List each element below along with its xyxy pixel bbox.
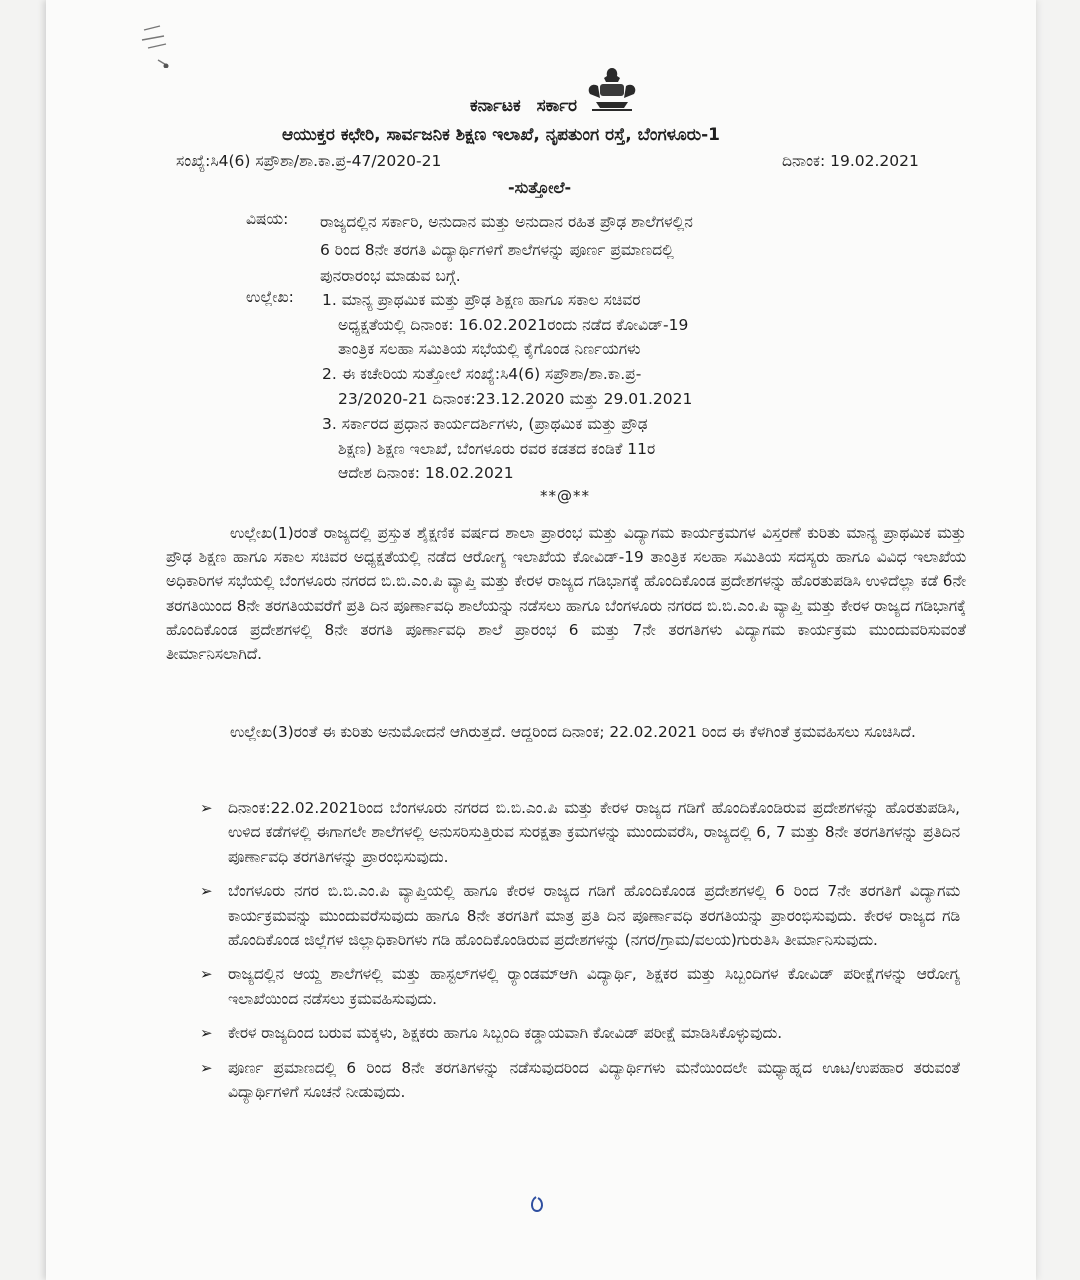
list-item-text: ಕೇರಳ ರಾಜ್ಯದಿಂದ ಬರುವ ಮಕ್ಕಳು, ಶಿಕ್ಷಕರು ಹಾಗೂ ಸಿಬ್ಬಂದಿ ಕಡ್ಡಾಯವಾಗಿ ಕೋವಿಡ್ ಪರೀಕ್ಷೆ ಮಾಡಿಸಿಕೊಳ್ಳುವುದು. [228,1024,783,1043]
body-paragraph: ಉಲ್ಲೇಖ(3)ರಂತೆ ಈ ಕುರಿತು ಅನುಮೋದನೆ ಆಗಿರುತ್ತದೆ. ಆದ್ದರಿಂದ ದಿನಾಂಕ; 22.02.2021 ರಿಂದ ಈ ಕೆಳಗಿಂತೆ ಕ್ರಮವಹಿಸಲು ಸೂಚಿಸಿದೆ. [230,723,916,741]
subject-label: ವಿಷಯ: [246,210,289,228]
reference-line: 23/2020-21 ದಿನಾಂಕ:23.12.2020 ಮತ್ತು 29.01.2021 [338,390,693,408]
subject-line: ಪುನರಾರಂಭ ಮಾಡುವ ಬಗ್ಗೆ. [320,267,461,285]
list-item-text: ಪೂರ್ಣ ಪ್ರಮಾಣದಲ್ಲಿ 6 ರಿಂದ 8ನೇ ತರಗತಿಗಳನ್ನು ನಡೆಸುವುದರಿಂದ ವಿದ್ಯಾರ್ಥಿಗಳು ಮನೆಯಿಂದಲೇ ಮಧ್ಯಾಹ್ನದ ಊಟ/ಉಪಹಾರ ತರುವಂತೆ ವಿದ್ಯಾರ್ಥಿಗಳಿಗೆ ಸೂಚನೆ ನೀಡುವುದು. [228,1058,960,1102]
office-heading: ಆಯುಕ್ತರ ಕಛೇರಿ, ಸಾರ್ವಜನಿಕ ಶಿಕ್ಷಣ ಇಲಾಖೆ, ನೃಪತುಂಗ ರಸ್ತೆ, ಬೆಂಗಳೂರು-1 [282,125,721,145]
instruction-list [200,796,960,1114]
arrow-bullet-icon: ➢ [200,1024,213,1043]
reference-line: ಅಧ್ಯಕ್ಷತೆಯಲ್ಲಿ ದಿನಾಂಕ: 16.02.2021ರಂದು ನಡೆದ ಕೋವಿಡ್-19 [338,316,689,334]
list-item-text: ರಾಜ್ಯದಲ್ಲಿನ ಆಯ್ದ ಶಾಲೆಗಳಲ್ಲಿ ಮತ್ತು ಹಾಸ್ಟಲ್‌ಗಳಲ್ಲಿ ರ‍್ಯಾಂಡಮ್‌ಆಗಿ ವಿದ್ಯಾರ್ಥಿ, ಶಿಕ್ಷಕರ ಮತ್ತು ಸಿಬ್ಬಂದಿಗಳ ಕೋವಿಡ್ ಪರೀಕ್ಷೆಗಳನ್ನು ಆರೋಗ್ಯ ಇಲಾಖೆಯಿಂದ ನಡೆಸಲು ಕ್ರಮವಹಿಸುವುದು. [228,965,960,1008]
list-item [200,1056,960,1105]
body-paragraph: ಉಲ್ಲೇಖ(1)ರಂತೆ ರಾಜ್ಯದಲ್ಲಿ ಪ್ರಸ್ತುತ ಶೈಕ್ಷಣಿಕ ವರ್ಷದ ಶಾಲಾ ಪ್ರಾರಂಭ ಮತ್ತು ವಿದ್ಯಾಗಮ ಕಾರ್ಯಕ್ರಮಗಳ ವಿಸ್ತರಣೆ ಕುರಿತು ಮಾನ್ಯ ಪ್ರಾಥಮಿಕ ಮತ್ತು ಪ್ರೌಢ ಶಿಕ್ಷಣ ಹಾಗೂ ಸಕಾಲ ಸಚಿವರ ಅಧ್ಯಕ್ಷತೆಯಲ್ಲಿ ನಡೆದ ಆರೋಗ್ಯ ಇಲಾಖೆಯ ಕೋವಿಡ್-19 ತಾಂತ್ರಿಕ ಸಲಹಾ ಸಮಿತಿಯ ಸದಸ್ಯರು ಹಾಗೂ ವಿವಿಧ ಇಲಾಖೆಯ ಅಧಿಕಾರಿಗಳ ಸಭೆಯಲ್ಲಿ ಬೆಂಗಳೂರು ನಗರದ ಬಿ.ಬಿ.ಎಂ.ಪಿ ವ್ಯಾಪ್ತಿ ಮತ್ತು ಕೇರಳ ರಾಜ್ಯದ ಗಡಿಭಾಗಕ್ಕೆ ಹೊಂದಿಕೊಂಡ ಪ್ರದೇಶಗಳನ್ನು ಹೊರತುಪಡಿಸಿ ಉಳಿದೆಲ್ಲಾ ಕಡೆ 6ನೇ ತರಗತಿಯಿಂದ 8ನೇ ತರಗತಿಯವರೆಗೆ ಪ್ರತಿ ದಿನ ಪೂರ್ಣಾವಧಿ ಶಾಲೆಯನ್ನು ನಡೆಸಲು ಹಾಗೂ ಬೆಂಗಳೂರು ನಗರದ ಬಿ.ಬಿ.ಎಂ.ಪಿ ವ್ಯಾಪ್ತಿ ಮತ್ತು ಕೇರಳ ರಾಜ್ಯದ ಗಡಿಭಾಗಕ್ಕೆ ಹೊಂದಿಕೊಂಡ ಪ್ರದೇಶಗಳಲ್ಲಿ 8ನೇ ತರಗತಿ ಪೂರ್ಣಾವಧಿ ಶಾಲೆ ಪ್ರಾರಂಭ 6 ಮತ್ತು 7ನೇ ತರಗತಿಗಳು ವಿದ್ಯಾಗಮ ಕಾರ್ಯಕ್ರಮ ಮುಂದುವರಿಸುವಂತೆ ತೀರ್ಮಾನಿಸಲಾಗಿದೆ. [166,524,966,664]
reference-line: 1. ಮಾನ್ಯ ಪ್ರಾಥಮಿಕ ಮತ್ತು ಪ್ರೌಢ ಶಿಕ್ಷಣ ಹಾಗೂ ಸಕಾಲ ಸಚಿವರ [322,291,641,309]
list-item-text: ದಿನಾಂಕ:22.02.2021ರಿಂದ ಬೆಂಗಳೂರು ನಗರದ ಬಿ.ಬಿ.ಎಂ.ಪಿ ಮತ್ತು ಕೇರಳ ರಾಜ್ಯದ ಗಡಿಗೆ ಹೊಂದಿಕೊಂಡಿರುವ ಪ್ರದೇಶಗಳನ್ನು ಹೊರತುಪಡಿಸಿ, ಉಳಿದ ಕಡೆಗಳಲ್ಲಿ ಈಗಾಗಲೇ ಶಾಲೆಗಳಲ್ಲಿ ಅನುಸರಿಸುತ್ತಿರುವ ಸುರಕ್ಷತಾ ಕ್ರಮಗಳನ್ನು ಮುಂದುವರೆಸಿ, ರಾಜ್ಯದಲ್ಲಿ 6, 7 ಮತ್ತು 8ನೇ ತರಗತಿಗಳನ್ನು ಪ್ರತಿದಿನ ಪೂರ್ಣಾವಧಿ ತರಗತಿಗಳನ್ನು ಪ್ರಾರಂಭಿಸುವುದು. [228,799,960,866]
arrow-bullet-icon: ➢ [200,799,213,817]
pen-mark [528,1193,550,1215]
reference-number: ಸಂಖ್ಯೆ:ಸಿ4(6) ಸಪ್ರೌಶಾ/ಶಾ.ಕಾ.ಪ್ರ-47/2020-21 [176,152,442,170]
document-type: -ಸುತ್ತೋಲೆ- [508,178,572,197]
scan-smudge [138,20,184,68]
list-item [200,1021,960,1045]
state-emblem-icon [582,64,642,116]
reference-line: ಶಿಕ್ಷಣ) ಶಿಕ್ಷಣ ಇಲಾಖೆ, ಬೆಂಗಳೂರು ರವರ ಕಡತದ ಕಂಡಿಕೆ 11ರ [338,440,656,458]
document-date: ದಿನಾಂಕ: 19.02.2021 [782,152,919,170]
subject-line: 6 ರಿಂದ 8ನೇ ತರಗತಿ ವಿದ್ಯಾರ್ಥಿಗಳಿಗೆ ಶಾಲೆಗಳನ್ನು ಪೂರ್ಣ ಪ್ರಮಾಣದಲ್ಲಿ [320,241,674,259]
list-item [200,962,960,1011]
list-item [200,796,960,869]
separator-mark: **@** [540,487,590,505]
list-item [200,879,960,952]
reference-line: ಆದೇಶ ದಿನಾಂಕ: 18.02.2021 [338,464,514,482]
arrow-bullet-icon: ➢ [200,882,213,901]
reference-label: ಉಲ್ಲೇಖ: [246,288,294,306]
reference-line: ತಾಂತ್ರಿಕ ಸಲಹಾ ಸಮಿತಿಯ ಸಭೆಯಲ್ಲಿ ಕೈಗೊಂಡ ನಿರ್ಣಯಗಳು [338,340,641,358]
arrow-bullet-icon: ➢ [200,965,213,984]
reference-line: 2. ಈ ಕಚೇರಿಯ ಸುತ್ತೋಲೆ ಸಂಖ್ಯೆ:ಸಿ4(6) ಸಪ್ರೌಶಾ/ಶಾ.ಕಾ.ಪ್ರ- [322,365,642,383]
subject-line: ರಾಜ್ಯದಲ್ಲಿನ ಸರ್ಕಾರಿ, ಅನುದಾನ ಮತ್ತು ಅನುದಾನ ರಹಿತ ಪ್ರೌಢ ಶಾಲೆಗಳಲ್ಲಿನ [320,213,693,231]
arrow-bullet-icon: ➢ [200,1058,213,1077]
document-page [46,0,1036,1280]
list-item-text: ಬೆಂಗಳೂರು ನಗರ ಬಿ.ಬಿ.ಎಂ.ಪಿ ವ್ಯಾಪ್ತಿಯಲ್ಲಿ ಹಾಗೂ ಕೇರಳ ರಾಜ್ಯದ ಗಡಿಗೆ ಹೊಂದಿಕೊಂಡ ಪ್ರದೇಶಗಳಲ್ಲಿ 6 ರಿಂದ 7ನೇ ತರಗತಿಗೆ ವಿದ್ಯಾಗಮ ಕಾರ್ಯಕ್ರಮವನ್ನು ಮುಂದುವರೆಸುವುದು ಹಾಗೂ 8ನೇ ತರಗತಿಗೆ ಮಾತ್ರ ಪ್ರತಿ ದಿನ ಪೂರ್ಣಾವಧಿ ತರಗತಿಯನ್ನು ಪ್ರಾರಂಭಿಸುವುದು. ಕೇರಳ ರಾಜ್ಯದ ಗಡಿ ಹೊಂದಿಕೊಂಡ ಜಿಲ್ಲೆಗಳ ಜಿಲ್ಲಾಧಿಕಾರಿಗಳು ಗಡಿ ಹೊಂದಿಕೊಂಡಿರುವ ಪ್ರದೇಶಗಳನ್ನು (ನಗರ/ಗ್ರಾಮ/ವಲಯ)ಗುರುತಿಸಿ ತೀರ್ಮಾನಿಸುವುದು. [228,882,960,950]
reference-line: 3. ಸರ್ಕಾರದ ಪ್ರಧಾನ ಕಾರ್ಯದರ್ಶಿಗಳು, (ಪ್ರಾಥಮಿಕ ಮತ್ತು ಪ್ರೌಢ [322,415,648,433]
government-heading: ಕರ್ನಾಟಕ ಸರ್ಕಾರ [470,96,578,116]
